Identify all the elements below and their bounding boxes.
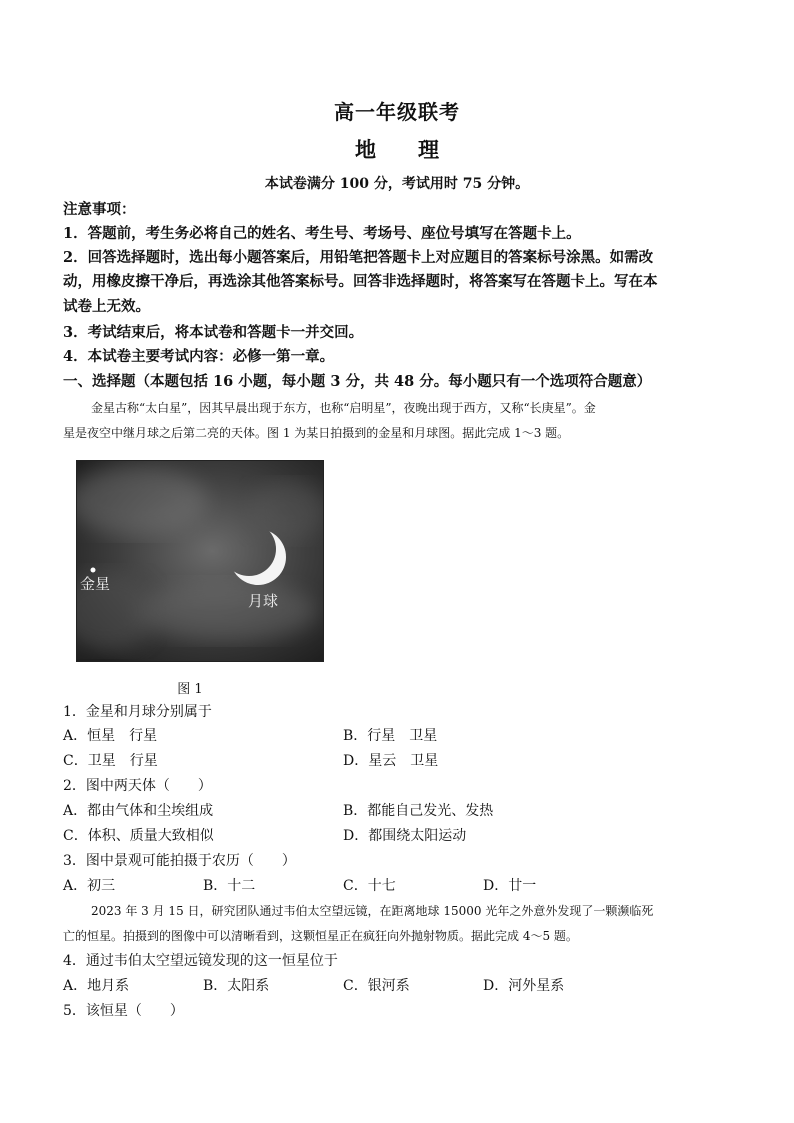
section-1-heading: 一、选择题（本题包括 16 小题，每小题 3 分，共 48 分。每小题只有一个选项符合题意） (63, 373, 652, 390)
q2-option-d: D．都围绕太阳运动 (343, 828, 467, 844)
material-1-line-1: 金星古称“太白星”，因其早晨出现于东方，也称“启明星”，夜晚出现于西方，又称“长庚星”。金 (91, 401, 596, 415)
q2-option-a: A．都由气体和尘埃组成 (63, 803, 214, 819)
q1-option-d: D．星云 卫星 (343, 753, 439, 769)
exam-info: 本试卷满分 100 分，考试用时 75 分钟。 (264, 176, 530, 192)
material-2-line-2: 亡的恒星。拍摄到的图像中可以清晰看到，这颗恒星正在疯狂向外抛射物质。据此完成 4～5 题。 (63, 929, 578, 943)
q1-option-c: C．卫星 行星 (63, 753, 158, 769)
material-1-line-2: 星是夜空中继月球之后第二亮的天体。图 1 为某日拍摄到的金星和月球图。据此完成 1～3 题。 (63, 426, 570, 440)
venus-dot-icon (91, 568, 96, 573)
subject-title (0, 134, 794, 164)
note-2-line-2: 动，用橡皮擦干净后，再选涂其他答案标号。回答非选择题时，将答案写在答题卡上。写在本 (63, 273, 658, 290)
note-2-line-1: 2．回答选择题时，选出每小题答案后，用铅笔把答题卡上对应题目的答案标号涂黑。如需改 (63, 249, 654, 266)
q4-option-c: C．银河系 (343, 978, 410, 994)
question-3-stem: 3．图中景观可能拍摄于农历（ ） (63, 853, 296, 869)
moon-label: 月球 (248, 592, 279, 610)
night-sky-image (77, 461, 323, 661)
subject-char-2: 理 (418, 137, 439, 162)
q1-option-b: B．行星 卫星 (343, 728, 438, 744)
q4-option-a: A．地月系 (63, 978, 130, 994)
moon-crescent-icon (77, 461, 323, 661)
note-1: 1．答题前，考生务必将自己的姓名、考生号、考场号、座位号填写在答题卡上。 (63, 225, 581, 242)
q4-option-d: D．河外星系 (483, 978, 565, 994)
q3-option-b: B．十二 (203, 878, 256, 894)
q3-option-c: C．十七 (343, 878, 396, 894)
material-1 (63, 396, 729, 446)
q4-option-b: B．太阳系 (203, 978, 270, 994)
q1-option-a: A．恒星 行星 (63, 728, 158, 744)
venus-moon-photo (76, 460, 324, 662)
q3-option-a: A．初三 (63, 878, 116, 894)
venus-label: 金星 (80, 575, 111, 593)
question-1-stem: 1．金星和月球分别属于 (63, 704, 212, 720)
note-3: 3．考试结束后，将本试卷和答题卡一并交回。 (63, 324, 364, 341)
question-4-stem: 4．通过韦伯太空望远镜发现的这一恒星位于 (63, 953, 338, 969)
q2-option-b: B．都能自己发光、发热 (343, 803, 494, 819)
note-4: 4．本试卷主要考试内容：必修一第一章。 (63, 348, 335, 365)
notes-heading: 注意事项： (63, 201, 136, 218)
subject-char-1: 地 (355, 137, 376, 162)
material-2 (63, 899, 729, 949)
question-5-stem: 5．该恒星（ ） (63, 1003, 184, 1019)
note-2-line-3: 试卷上无效。 (63, 298, 150, 315)
exam-title: 高一年级联考 (334, 100, 460, 124)
q2-option-c: C．体积、质量大致相似 (63, 828, 214, 844)
material-2-line-1: 2023 年 3 月 15 日，研究团队通过韦伯太空望远镜，在距离地球 15000 光年之外意外发现了一颗濒临死 (91, 904, 654, 918)
figure-caption: 图 1 (177, 682, 203, 697)
q3-option-d: D．廿一 (483, 878, 537, 894)
question-2-stem: 2．图中两天体（ ） (63, 778, 212, 794)
